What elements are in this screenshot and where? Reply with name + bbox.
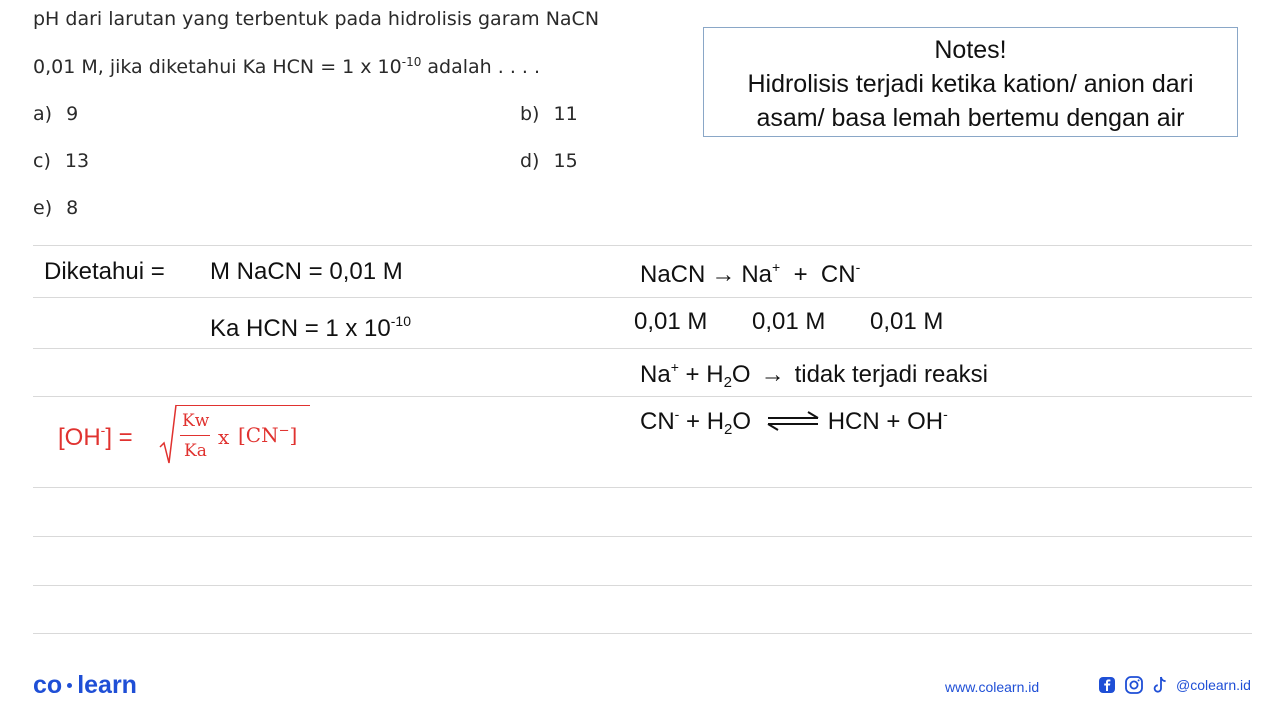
question-line-1: pH dari larutan yang terbentuk pada hidrolisis garam NaCN [33, 8, 600, 30]
social-links [1098, 675, 1251, 695]
water-o: O [731, 361, 751, 388]
fraction-denominator: Ka [184, 441, 207, 461]
instagram-icon[interactable] [1124, 675, 1144, 695]
logo-co: co [33, 671, 63, 699]
dissociation-equation [640, 260, 860, 287]
option-letter: a) [33, 103, 53, 125]
plus-water: + H [686, 408, 725, 435]
no-reaction-text: tidak terjadi reaksi [794, 361, 988, 388]
option-letter: c) [33, 150, 51, 172]
website-link[interactable]: www.colearn.id [945, 679, 1040, 695]
formula-lhs [58, 423, 133, 450]
notes-box [703, 27, 1238, 137]
facebook-icon[interactable] [1098, 676, 1116, 694]
ruled-line [33, 585, 1252, 586]
logo-dot [67, 683, 72, 688]
ion-na-charge: + [670, 359, 679, 375]
plus-water: + H [685, 361, 724, 388]
cn-charge: - [855, 259, 861, 275]
ion-cn: CN [640, 408, 675, 435]
notes-line-2: asam/ basa lemah bertemu dengan air [756, 104, 1185, 132]
given-m-nacn: M NaCN = 0,01 M [210, 258, 403, 285]
water-o: O [732, 408, 752, 435]
option-c[interactable] [33, 152, 89, 171]
social-handle[interactable]: @colearn.id [1176, 677, 1251, 693]
formula-lhs-open: [OH [58, 424, 101, 451]
given-ka-exponent: -10 [390, 313, 411, 329]
ruled-line [33, 396, 1252, 397]
cn-water-equation [640, 407, 948, 437]
option-a[interactable] [33, 105, 78, 124]
question-line-2-suffix: adalah . . . . [421, 56, 541, 78]
question-exponent: -10 [401, 55, 422, 69]
formula-lhs-charge: - [100, 422, 106, 438]
option-value: 13 [64, 150, 90, 172]
square-root-icon [158, 403, 178, 467]
option-d[interactable] [520, 152, 578, 171]
ion-na: Na [640, 361, 671, 388]
ruled-line [33, 536, 1252, 537]
water-subscript: 2 [723, 374, 732, 391]
na-water-equation [640, 360, 988, 390]
product-na: Na [741, 261, 773, 288]
given-ka-hcn [210, 314, 411, 341]
concentration-nacn: 0,01 M [634, 308, 708, 335]
option-value: 8 [66, 197, 79, 219]
ruled-line [33, 297, 1252, 298]
water-subscript: 2 [724, 421, 733, 438]
option-e[interactable] [33, 199, 78, 218]
equilibrium-arrow-icon [764, 411, 822, 431]
fraction-bar [180, 435, 210, 436]
given-ka-text: Ka HCN = 1 x 10 [210, 315, 391, 342]
concentration-cn: 0,01 M [870, 308, 944, 335]
reactant-nacn: NaCN [640, 261, 706, 288]
concentration-na: 0,01 M [752, 308, 826, 335]
option-value: 15 [553, 150, 578, 172]
oh-charge: - [943, 406, 948, 422]
cn-concentration [238, 423, 297, 447]
option-value: 9 [66, 103, 79, 125]
ruled-line [33, 245, 1252, 246]
option-letter: b) [520, 103, 540, 125]
colearn-logo[interactable] [33, 671, 137, 700]
given-label: Diketahui = [44, 258, 165, 285]
cn-charge: − [278, 423, 290, 439]
ruled-line [33, 348, 1252, 349]
right-arrow-icon: → [711, 261, 736, 288]
question-line-2 [33, 56, 540, 77]
plus-sign: + [793, 261, 808, 288]
option-letter: e) [33, 197, 53, 219]
formula-lhs-close: ] = [105, 424, 133, 451]
equilibrium-products: HCN + OH [827, 408, 944, 435]
tiktok-icon[interactable] [1152, 675, 1168, 695]
option-b[interactable] [520, 105, 578, 124]
times-sign: x [218, 425, 230, 449]
ion-cn-charge: - [674, 406, 680, 422]
ruled-line [33, 487, 1252, 488]
ruled-line [33, 633, 1252, 634]
logo-learn: learn [77, 671, 137, 699]
option-letter: d) [520, 150, 540, 172]
option-value: 11 [553, 103, 578, 125]
cn-close: ] [289, 423, 298, 447]
product-cn: CN [820, 261, 856, 288]
notes-line-1: Hidrolisis terjadi ketika kation/ anion dari [747, 70, 1194, 98]
root-bar [176, 405, 310, 406]
fraction-numerator: Kw [182, 411, 210, 431]
question-line-2-prefix: 0,01 M, jika diketahui Ka HCN = 1 x 10 [33, 56, 402, 78]
cn-open: [CN [238, 423, 279, 447]
na-charge: + [772, 259, 781, 275]
notes-title: Notes! [934, 36, 1007, 64]
right-arrow-icon: → [760, 361, 785, 388]
